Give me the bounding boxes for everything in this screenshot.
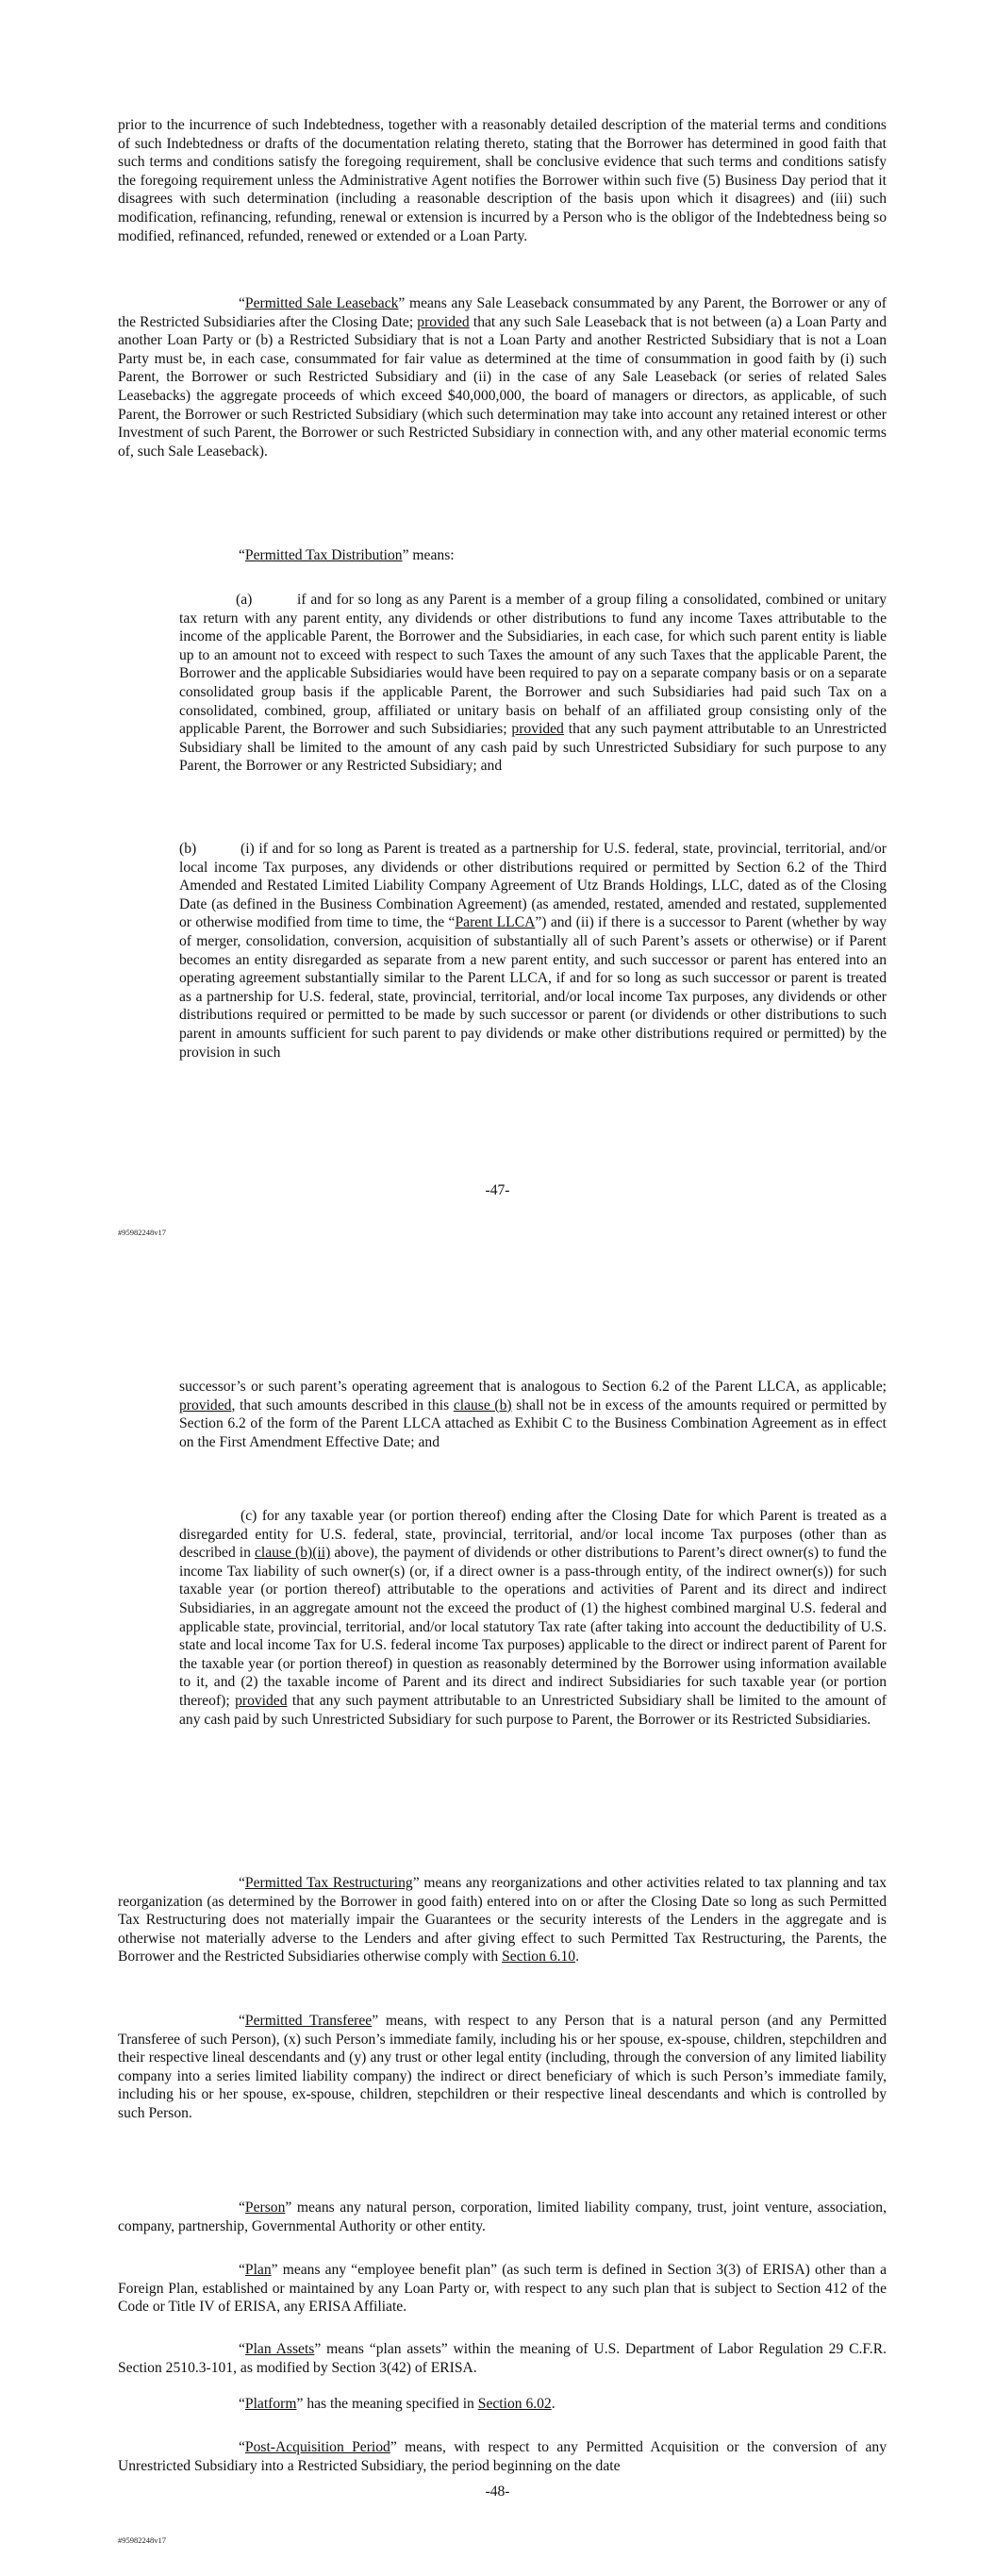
- defined-term: Platform: [244, 2396, 297, 2412]
- defined-term: Plan: [244, 2262, 272, 2278]
- defined-term: Permitted Tax Restructuring: [244, 1875, 413, 1891]
- document-id: #95982248v17: [118, 1228, 166, 1237]
- definition-permitted-sale-leaseback: “Permitted Sale Leaseback” means any Sale Leaseback consummated by any Parent, the Borrower or any of the Restricted Subsidiaries after the Closing Date; provided that any such Sale Leaseback that is not between (a) a Loan Party and another Loan Party or (b) a Restricted Subsidiary that is not a Loan Party and another Restricted Subsidiary that is not a Loan Party must be, in each case, consummated for fair value as determined at the time of consummation in good faith by (i) such Parent, the Borrower or such Restricted Subsidiary and (ii) in the case of any Sale Leaseback (or series of related Sales Leasebacks) the aggregate proceeds of which exceed $40,000,000, the board of managers or directors, as applicable, of such Parent, the Borrower or such Restricted Subsidiary (which such determination may take into account any retained interest or other Investment of such Parent, the Borrower or such Restricted Subsidiary in connection with, and any other material economic terms of, such Sale Leaseback).: [118, 295, 887, 460]
- clause-b: (b) (i) if and for so long as Parent is treated as a partnership for U.S. federal, state, provincial, territorial, and/or local income Tax purposes, any dividends or other distributions required or permitted by Section 6.2 of the Third Amended and Restated Limited Liability Company Agreement of Utz Brands Holdings, LLC, dated as of the Closing Date (as defined in the Business Combination Agreement) (as amended, restated, amended and restated, supplemented or otherwise modified from time to time, the “Parent LLCA”) and (ii) if there is a successor to Parent (whether by way of merger, consolidation, conversion, acquisition of substantially all of such Parent’s assets or otherwise) or if Parent becomes an entity disregarded as separate from a new parent entity, and such successor or parent has entered into an operating agreement substantially similar to the Parent LLCA, if and for so long as such successor or parent is treated as a partnership for U.S. federal, state, provincial, territorial, and/or local income Tax purposes, any dividends or other distributions required or permitted to be made by such successor or parent (or dividends or other distributions to such parent in amounts sufficient for such parent to pay dividends or make other distributions required or permitted) by the provision in such: [179, 841, 887, 1061]
- definition-plan: “Plan” means any “employee benefit plan” (as such term is defined in Section 3(3) of ERISA) other than a Foreign Plan, established or maintained by any Loan Party or, with respect to any such plan that is subject to Section 412 of the Code or Title IV of ERISA, any ERISA Affiliate.: [118, 2262, 887, 2316]
- definition-person: “Person” means any natural person, corporation, limited liability company, trust, joint venture, association, company, partnership, Governmental Authority or other entity.: [118, 2200, 887, 2234]
- clause-label: (a): [236, 592, 253, 608]
- defined-term: Post-Acquisition Period: [244, 2439, 390, 2455]
- defined-term: Person: [244, 2200, 286, 2216]
- defined-term: Permitted Tax Distribution: [244, 547, 403, 563]
- clause-a: (a) if and for so long as any Parent is a member of a group filing a consolidated, combined or unitary tax return with any parent entity, any dividends or other distributions to fund any income Taxes attributable to the income of the applicable Parent, the Borrower and the Subsidiaries, in each case, for which such parent entity is liable up to an amount not to exceed with respect to such Taxes the amount of any such Taxes that the applicable Parent, the Borrower and the applicable Subsidiaries would have been required to pay on a separate company basis or on a separate consolidated group basis if the applicable Parent, the Borrower and such Subsidiaries had paid such Tax on a consolidated, combined, group, affiliated or unitary basis on behalf of an affiliated group consisting only of the applicable Parent, the Borrower and such Subsidiaries; provided that any such payment attributable to an Unrestricted Subsidiary shall be limited to the amount of any cash paid by such Unrestricted Subsidiary for such purpose to any Parent, the Borrower or any Restricted Subsidiary; and: [179, 592, 887, 775]
- definition-permitted-tax-distribution: “Permitted Tax Distribution” means:: [239, 547, 455, 563]
- defined-term: Plan Assets: [244, 2341, 315, 2357]
- clause-c: (c) for any taxable year (or portion thereof) ending after the Closing Date for which Parent is treated as a disregarded entity for U.S. federal, state, provincial, territorial, and/or local income Tax purposes (other than as described in clause (b)(ii) above), the payment of dividends or other distributions to Parent’s direct owner(s) to fund the income Tax liability of such owner(s) (or, if a direct owner is a pass-through entity, of the indirect owner(s)) for such taxable year (or portion thereof) attributable to the operations and activities of Parent and its direct and indirect Subsidiaries, in an aggregate amount not the exceed the product of (1) the highest combined marginal U.S. federal and applicable state, provincial, territorial, and/or local statutory Tax rate (after taking into account the deductibility of U.S. state and local income Tax for U.S. federal income Tax purposes) applicable to the direct or indirect parent of Parent for the taxable year (or portion thereof) in question as reasonably determined by the Borrower using information available to it, and (2) the taxable income of Parent and its direct and indirect Subsidiaries for such taxable year (or portion thereof); provided that any such payment attributable to an Unrestricted Subsidiary shall be limited to the amount of any cash paid by such Unrestricted Subsidiary for such purpose to Parent, the Borrower or its Restricted Subsidiaries.: [179, 1508, 887, 1728]
- definition-platform: “Platform” has the meaning specified in Section 6.02.: [239, 2396, 556, 2412]
- page-48: [0, 1288, 995, 2576]
- defined-term: Permitted Sale Leaseback: [244, 295, 399, 311]
- definition-plan-assets: “Plan Assets” means “plan assets” within the meaning of U.S. Department of Labor Regulation 29 C.F.R. Section 2510.3-101, as modified by Section 3(42) of ERISA.: [118, 2341, 887, 2376]
- document-id: #95982248v17: [118, 2535, 166, 2545]
- defined-term: Permitted Transferee: [244, 2013, 373, 2029]
- definition-permitted-transferee: “Permitted Transferee” means, with respect to any Person that is a natural person (and any Permitted Transferee of such Person), (x) such Person’s immediate family, including his or her spouse, ex-spouse, children, stepchildren and their respective lineal descendants and (y) any trust or other legal entity (including, through the conversion of any limited liability company into a series limited liability company) the indirect or direct beneficiary of which is such Person’s immediate family, including his or her spouse, ex-spouse, children, stepchildren or their respective lineal descendants and which is controlled by such Person.: [118, 2013, 887, 2121]
- definition-permitted-tax-restructuring: “Permitted Tax Restructuring” means any reorganizations and other activities related to tax planning and tax reorganization (as determined by the Borrower in good faith) entered into on or after the Closing Date so long as such Permitted Tax Restructuring does not materially impair the Guarantees or the security interests of the Lenders in the aggregate and is otherwise not materially adverse to the Lenders and after giving effect to such Permitted Tax Restructuring, the Parents, the Borrower and the Restricted Subsidiaries otherwise comply with Section 6.10.: [118, 1875, 887, 1965]
- continuation-paragraph: prior to the incurrence of such Indebtedness, together with a reasonably detailed description of the material terms and conditions of such Indebtedness or drafts of the documentation relating thereto, stating that the Borrower has determined in good faith that such terms and conditions satisfy the foregoing requirement, shall be conclusive evidence that such terms and conditions satisfy the foregoing requirement unless the Administrative Agent notifies the Borrower within such five (5) Business Day period that it disagrees with such determination (including a reasonable description of the basis upon which it disagrees) and (iii) such modification, refinancing, refunding, renewal or extension is incurred by a Person who is the obligor of the Indebtedness being so modified, refinanced, refunded, renewed or extended or a Loan Party.: [118, 117, 887, 244]
- clause-b-continuation: successor’s or such parent’s operating agreement that is analogous to Section 6.2 of the Parent LLCA, as applicable; provided, that such amounts described in this clause (b) shall not be in excess of the amounts required or permitted by Section 6.2 of the form of the Parent LLCA attached as Exhibit C to the Business Combination Agreement as in effect on the First Amendment Effective Date; and: [179, 1379, 887, 1450]
- page-number: -48-: [485, 2484, 510, 2500]
- definition-post-acquisition-period: “Post-Acquisition Period” means, with respect to any Permitted Acquisition or the conversion of any Unrestricted Subsidiary into a Restricted Subsidiary, the period beginning on the date: [118, 2439, 887, 2474]
- clause-label: (b): [179, 841, 197, 857]
- page-number: -47-: [485, 1182, 510, 1198]
